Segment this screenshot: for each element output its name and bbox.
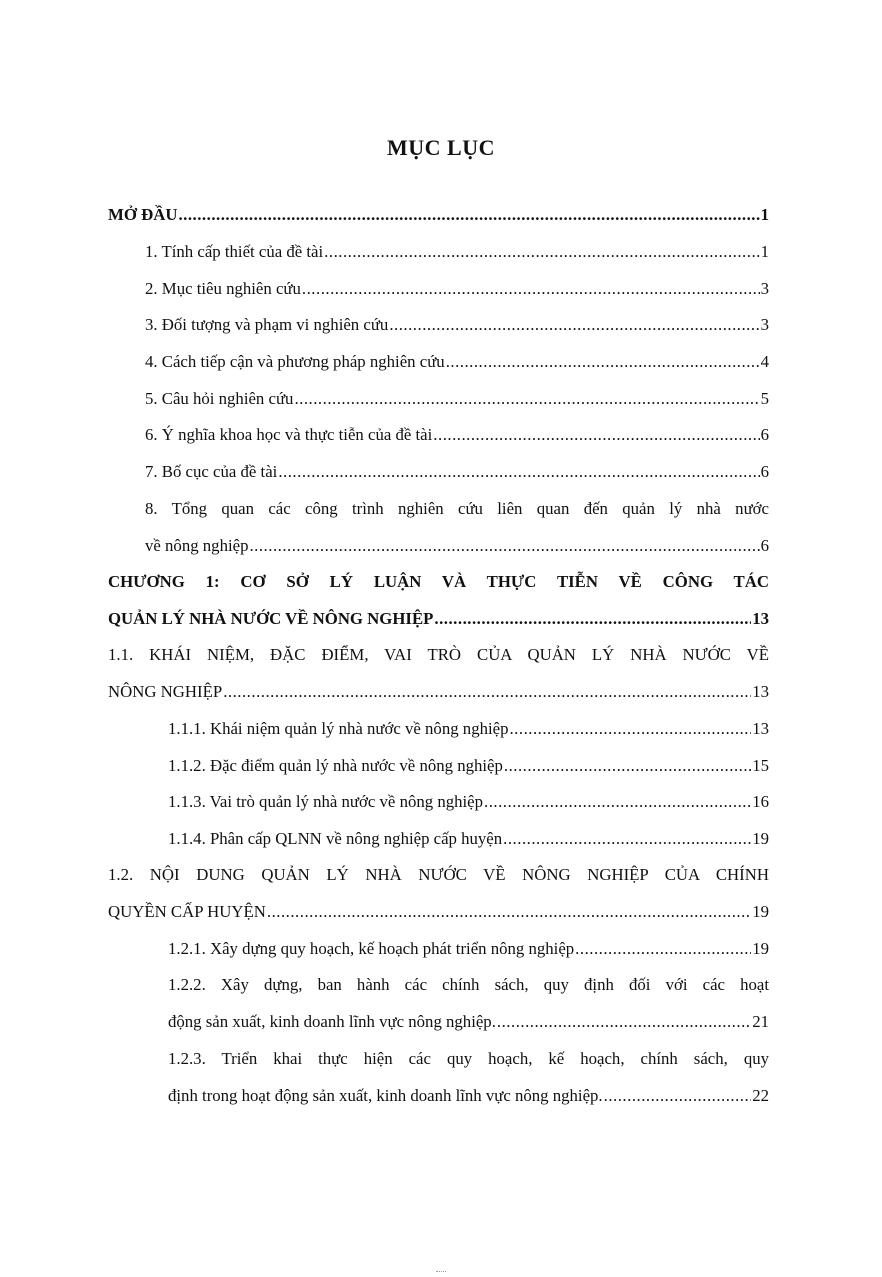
toc-line xyxy=(145,234,769,271)
toc-entry-text: 6. Ý nghĩa khoa học và thực tiễn của đề tài xyxy=(145,425,433,445)
page-number: 1 xyxy=(760,205,769,225)
page-number: 4 xyxy=(760,352,769,372)
toc-entry-text: 1.2.3. Triển khai thực hiện các quy hoạch, kế hoạch, chính sách, quy xyxy=(168,1048,769,1068)
toc-entry[interactable] xyxy=(108,857,769,930)
page-number: 5 xyxy=(760,388,769,408)
dot-leader xyxy=(324,242,759,262)
toc-line xyxy=(168,1078,769,1115)
toc-line xyxy=(145,307,769,344)
dot-leader xyxy=(503,829,751,849)
page-title: MỤC LỤC xyxy=(387,135,495,160)
toc-entry[interactable] xyxy=(108,931,769,968)
toc-entry[interactable] xyxy=(108,967,769,1040)
dot-leader xyxy=(249,536,759,556)
toc-entry-text: QUYỀN CẤP HUYỆN xyxy=(108,902,266,922)
toc-line xyxy=(168,967,769,1004)
dot-leader xyxy=(389,315,759,335)
page-number: 19 xyxy=(752,902,769,922)
toc-entry[interactable] xyxy=(108,637,769,710)
toc-entry-text: 3. Đối tượng và phạm vi nghiên cứu xyxy=(145,315,389,335)
toc-line xyxy=(168,1004,769,1041)
toc-entry-text: 1.1.3. Vai trò quản lý nhà nước về nông nghiệp xyxy=(168,792,484,812)
toc-entry-text: 4. Cách tiếp cận và phương pháp nghiên cứu xyxy=(145,352,445,372)
page-number: 6 xyxy=(760,462,769,482)
toc-entry[interactable] xyxy=(108,270,769,307)
toc-entry-text: NÔNG NGHIỆP xyxy=(108,682,223,702)
dot-leader xyxy=(484,792,751,812)
dot-leader xyxy=(509,719,751,739)
toc-entry-text: 1.1.2. Đặc điểm quản lý nhà nước về nông nghiệp xyxy=(168,755,503,775)
toc-entry-text: 1.1.1. Khái niệm quản lý nhà nước về nông nghiệp xyxy=(168,718,509,738)
toc-entry[interactable] xyxy=(108,564,769,637)
toc-entry-text: định trong hoạt động sản xuất, kinh doanh lĩnh vực nông nghiệp. xyxy=(168,1085,603,1105)
page-edge-mark xyxy=(436,1271,446,1275)
page-number: 13 xyxy=(752,608,769,628)
toc-line xyxy=(145,454,769,491)
dot-leader xyxy=(278,462,759,482)
page-number: 21 xyxy=(752,1012,769,1032)
page-number: 15 xyxy=(752,755,769,775)
table-of-contents xyxy=(108,197,769,1114)
toc-entry-text: 1.2.1. Xây dựng quy hoạch, kế hoạch phát triển nông nghiệp xyxy=(168,939,575,959)
page-number: 1 xyxy=(760,242,769,262)
toc-line xyxy=(168,931,769,968)
page-number: 3 xyxy=(760,278,769,298)
toc-entry-text: 2. Mục tiêu nghiên cứu xyxy=(145,278,301,298)
toc-entry[interactable] xyxy=(108,711,769,748)
toc-line xyxy=(108,857,769,894)
toc-line xyxy=(168,1041,769,1078)
toc-entry-text: 1.1. KHÁI NIỆM, ĐẶC ĐIỂM, VAI TRÒ CỦA QUẢN LÝ NHÀ NƯỚC VỀ xyxy=(108,645,769,665)
dot-leader xyxy=(223,682,751,702)
toc-entry-text: MỞ ĐẦU xyxy=(108,205,178,225)
toc-entry[interactable] xyxy=(108,491,769,564)
toc-entry[interactable] xyxy=(108,821,769,858)
page-number: 6 xyxy=(760,425,769,445)
toc-line xyxy=(108,894,769,931)
toc-line xyxy=(108,601,769,638)
toc-entry[interactable] xyxy=(108,784,769,821)
dot-leader xyxy=(267,902,751,922)
dot-leader xyxy=(178,205,759,225)
page-number: 19 xyxy=(752,829,769,849)
toc-line xyxy=(168,747,769,784)
dot-leader xyxy=(302,279,760,299)
toc-entry[interactable] xyxy=(108,380,769,417)
toc-entry[interactable] xyxy=(108,454,769,491)
toc-entry-text: 1.2. NỘI DUNG QUẢN LÝ NHÀ NƯỚC VỀ NÔNG NGHIỆP CỦA CHÍNH xyxy=(108,865,769,885)
toc-line xyxy=(145,527,769,564)
toc-line xyxy=(108,637,769,674)
dot-leader xyxy=(434,609,751,629)
toc-line xyxy=(108,197,769,234)
toc-line xyxy=(168,821,769,858)
toc-entry[interactable] xyxy=(108,234,769,271)
page-number: 13 xyxy=(752,718,769,738)
dot-leader xyxy=(604,1086,752,1106)
page-number: 13 xyxy=(752,682,769,702)
toc-entry[interactable] xyxy=(108,1041,769,1114)
toc-entry[interactable] xyxy=(108,307,769,344)
toc-line xyxy=(145,417,769,454)
dot-leader xyxy=(575,939,751,959)
page-number: 22 xyxy=(752,1085,769,1105)
toc-line xyxy=(168,784,769,821)
toc-entry-text: 1.1.4. Phân cấp QLNN về nông nghiệp cấp huyện xyxy=(168,829,503,849)
toc-entry-text: 1. Tính cấp thiết của đề tài xyxy=(145,242,324,262)
toc-entry-text: về nông nghiệp xyxy=(145,535,249,555)
toc-entry[interactable] xyxy=(108,417,769,454)
page-number: 16 xyxy=(752,792,769,812)
toc-entry-text: 5. Câu hỏi nghiên cứu xyxy=(145,388,294,408)
toc-entry-text: 1.2.2. Xây dựng, ban hành các chính sách, quy định đối với các hoạt xyxy=(168,975,769,995)
toc-entry-text: QUẢN LÝ NHÀ NƯỚC VỀ NÔNG NGHIỆP xyxy=(108,608,434,628)
toc-line xyxy=(108,564,769,601)
toc-line xyxy=(108,674,769,711)
dot-leader xyxy=(497,1012,751,1032)
toc-line xyxy=(168,711,769,748)
toc-entry[interactable] xyxy=(108,197,769,234)
toc-line xyxy=(145,491,769,528)
toc-line xyxy=(145,344,769,381)
toc-entry-text: 8. Tổng quan các công trình nghiên cứu liên quan đến quản lý nhà nước xyxy=(145,498,769,518)
page-number: 19 xyxy=(752,939,769,959)
dot-leader xyxy=(504,756,751,776)
dot-leader xyxy=(433,425,759,445)
toc-line xyxy=(145,380,769,417)
page-number: 6 xyxy=(760,535,769,555)
toc-entry-text: động sản xuất, kinh doanh lĩnh vực nông nghiệp. xyxy=(168,1012,496,1032)
toc-entry[interactable] xyxy=(108,747,769,784)
dot-leader xyxy=(294,389,759,409)
toc-entry[interactable] xyxy=(108,344,769,381)
toc-line xyxy=(145,270,769,307)
toc-entry-text: CHƯƠNG 1: CƠ SỞ LÝ LUẬN VÀ THỰC TIỄN VỀ CÔNG TÁC xyxy=(108,571,769,591)
toc-entry-text: 7. Bố cục của đề tài xyxy=(145,462,278,482)
dot-leader xyxy=(446,352,760,372)
page-number: 3 xyxy=(760,315,769,335)
